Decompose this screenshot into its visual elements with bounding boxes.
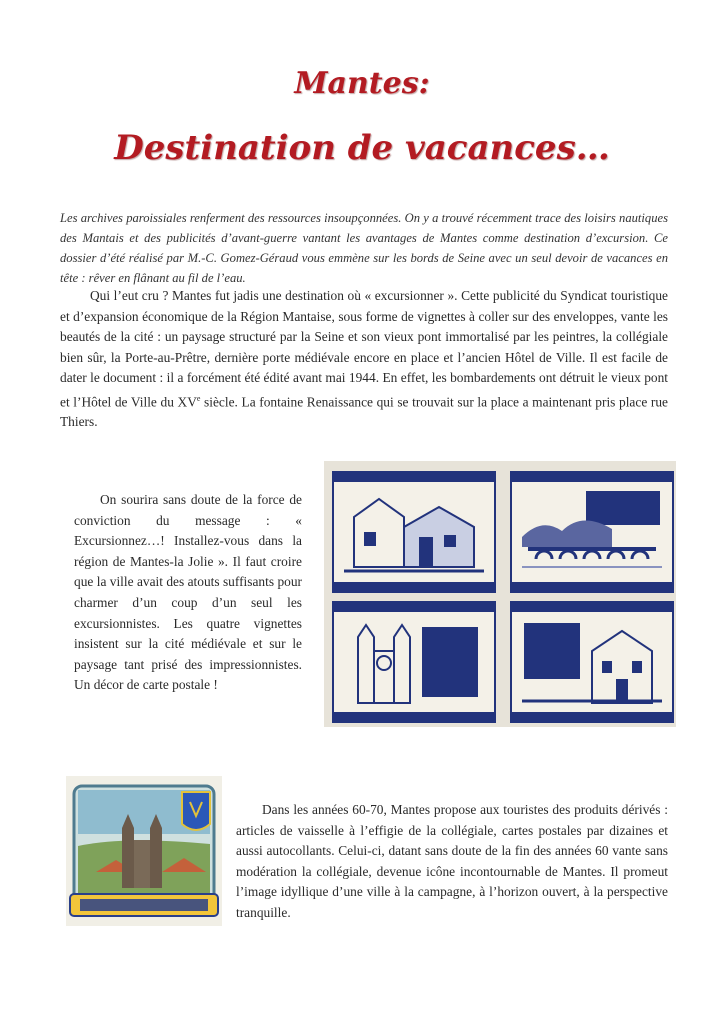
intro-paragraph: Les archives paroissiales renferment des ressources insoupçonnées. On y a trouvé récemment trace des loisirs nautiques des Mantais et des publicités d’avant-guerre vantant les avantages de Mantes comme destination d’excursion. Ce dossier d’été réalisé par M.-C. Gomez-Géraud vous emmène sur les bords de Seine avec un seul devoir de vacances en tête : rêver en flânant au fil de l’eau. (60, 211, 668, 285)
paragraph-text: Qui l’eut cru ? Mantes fut jadis une destination où « excursionner ». Cette publicité du Syndicat touristique et d’expansion économique de la Région Mantaise, sous forme de vignettes à coller sur des enveloppes, vante les beautés de la cité : un paysage structuré par la Seine et son vieux pont immortalisé par les peintres, la collégiale bien sûr, la Porte-au-Prêtre, dernière porte médiévale encore en place et l’ancien Hôtel de Ville. Il est facile de dater le document : il a forcément été édité avant mai 1944. En effet, les bombardements ont détruit le vieux pont et l’Hôtel de Ville du XV (60, 288, 668, 409)
mantes-la-jolie-sticker (66, 776, 222, 926)
old-bridge-illustration (522, 487, 662, 575)
town-hall-illustration (522, 617, 662, 705)
stamps-photo (324, 461, 676, 727)
century-superscript: e (196, 393, 201, 403)
page-title: Mantes: (294, 66, 430, 101)
stamp-collegiate-church (332, 601, 496, 723)
stamp-old-houses (332, 471, 496, 593)
stamp-town-hall (510, 601, 674, 723)
body-paragraph-3: Dans les années 60-70, Mantes propose aux touristes des produits dérivés : articles de vaisselle à l’effigie de la collégiale, cartes postales par dizaines et aussi autocollants. Celui-ci, datant sans doute de la fin des années 60 vante sans modération la collégiale, devenue icône incontournable de Mantes. Il promeut l’image idyllique d’une ville à la campagne, à l’horizon ouvert, à la perspective tranquille. (236, 802, 668, 920)
body-paragraph-2: On sourira sans doute de la force de conviction du message : « Excursionnez…! Installez-vous dans la région de Mantes-la Jolie ». Il faut croire que la ville avait des atouts suffisants pour charmer d’un coup d’un seul les excursionnistes. Les quatre vignettes insistent sur la cité médiévale et sur le paysage tant prisé des impressionnistes. Un décor de carte postale ! (74, 492, 302, 693)
paragraph-text-end: siècle. La fontaine Renaissance qui se trouvait sur la place a maintenant pris place rue Thiers. (60, 393, 668, 430)
church-illustration (344, 617, 484, 705)
body-paragraph-1 (60, 286, 668, 433)
page-subtitle: Destination de vacances… (114, 128, 610, 168)
stamp-old-bridge (510, 471, 674, 593)
old-houses-illustration (344, 487, 484, 575)
